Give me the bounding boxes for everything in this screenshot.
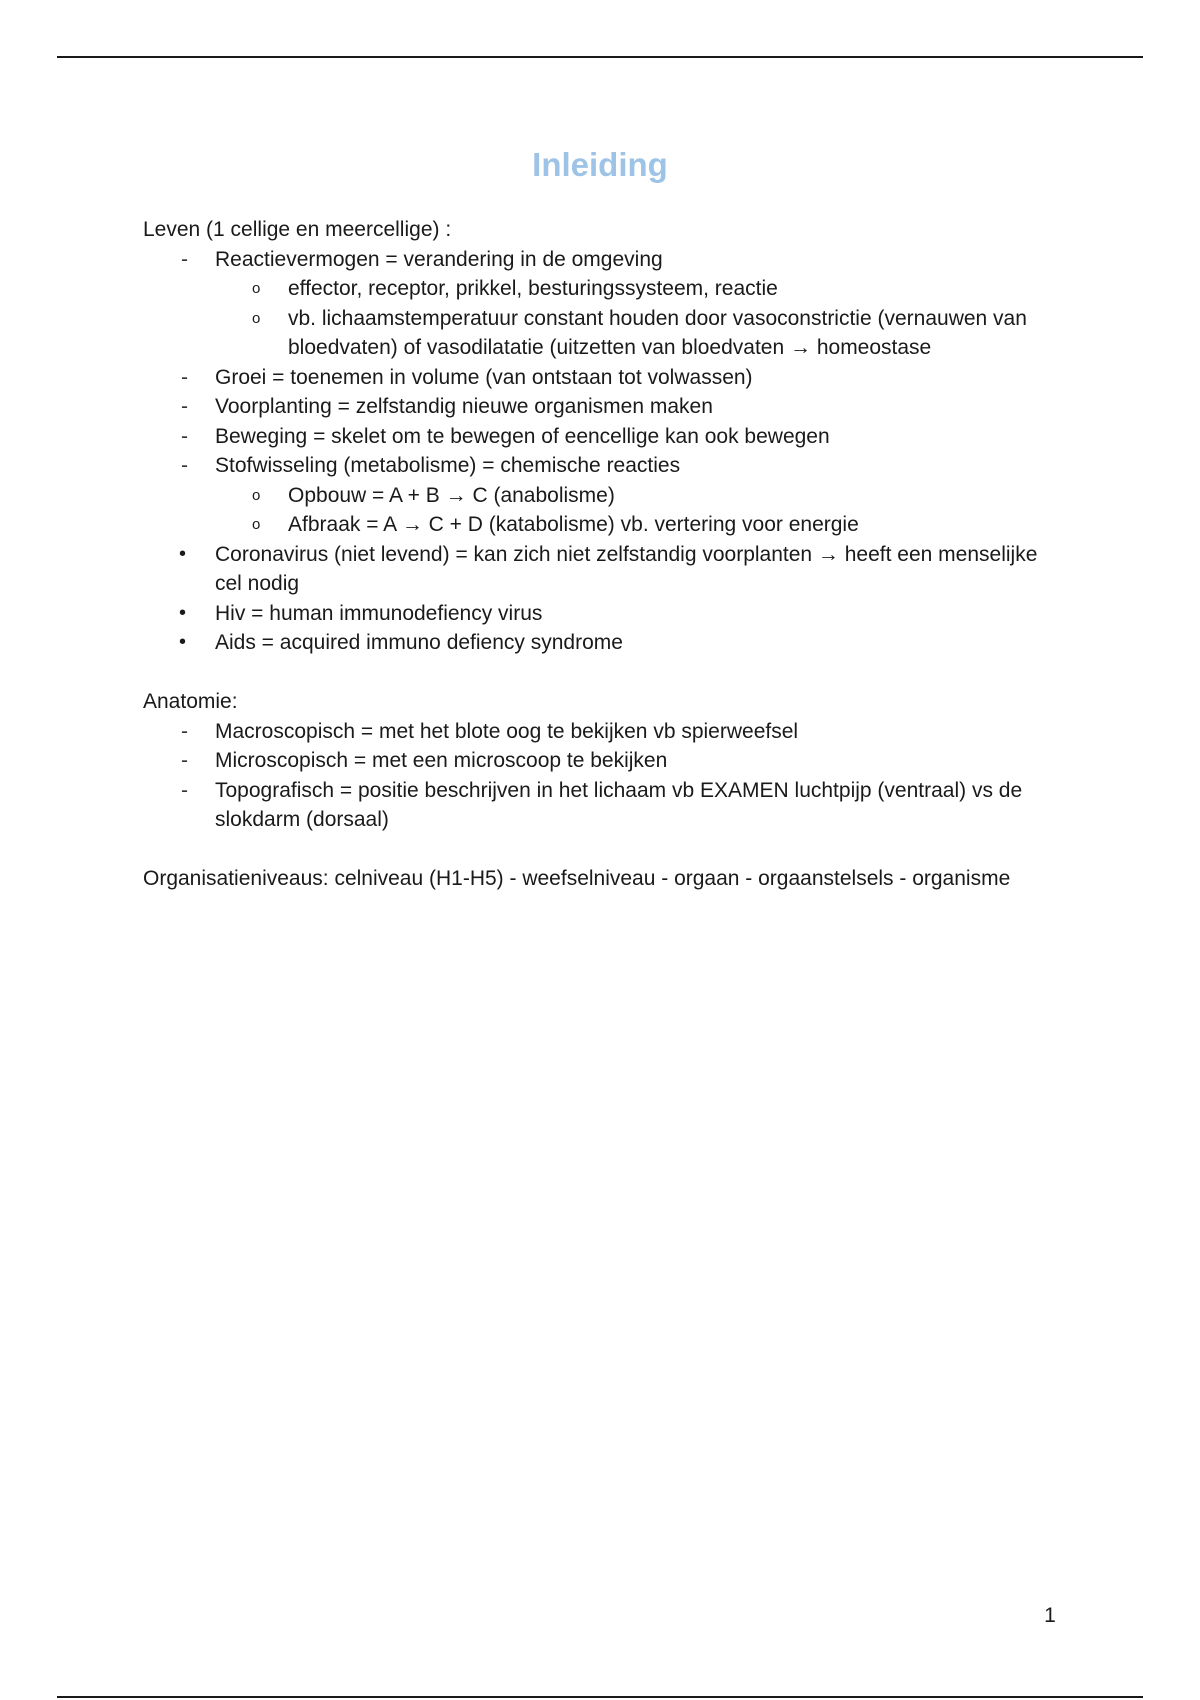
section-heading-anatomie: Anatomie: (143, 690, 238, 713)
dash-marker: - (181, 749, 188, 772)
footer-rule (57, 1696, 1143, 1698)
sub-list-item-text: Afbraak = A → C + D (katabolisme) vb. vertering voor energie (288, 513, 859, 536)
list-item-text: Coronavirus (niet levend) = kan zich niet zelfstandig voorplanten → heeft een menselijke cel nodig (215, 542, 1038, 595)
list-item-text: Macroscopisch = met het blote oog te bekijken vb spierweefsel (215, 719, 799, 743)
list-item (143, 599, 1063, 629)
circle-bullet-marker: o (252, 516, 261, 533)
list-item-text: Stofwisseling (metabolisme) = chemische reacties (215, 454, 681, 477)
section-heading-leven: Leven (1 cellige en meercellige) : (143, 218, 452, 241)
paragraph-spacer (143, 835, 1063, 865)
dash-marker: - (181, 719, 188, 743)
list-item (143, 451, 1063, 481)
list-item (143, 628, 1063, 658)
list-item-text: Groei = toenemen in volume (van ontstaan tot volwassen) (215, 365, 753, 389)
dash-marker: - (181, 395, 188, 418)
list-item (143, 717, 1063, 747)
sub-list-item (143, 274, 1063, 304)
list-item (143, 363, 1063, 393)
document-body (143, 215, 1063, 894)
page-title: Inleiding (532, 146, 668, 183)
dash-marker: - (181, 365, 188, 389)
list-item (143, 776, 1063, 835)
sub-list-item-text: vb. lichaamstemperatuur constant houden door vasoconstrictie (vernauwen van bloedvaten) of vasodilatatie (uitzetten van bloedvaten → homeostase (288, 306, 1027, 359)
circle-bullet-marker: o (252, 280, 261, 297)
organisatieniveaus-paragraph: Organisatieniveaus: celniveau (H1-H5) - weefselniveau - orgaan - orgaanstelsels - organisme (143, 867, 1011, 890)
list-item-text: Aids = acquired immuno defiency syndrome (215, 631, 623, 654)
list-item (143, 245, 1063, 275)
list-item-text: Topografisch = positie beschrijven in het lichaam vb EXAMEN luchtpijp (ventraal) vs de slokdarm (dorsaal) (215, 778, 1023, 831)
bullet-marker: • (179, 601, 187, 624)
bullet-marker: • (179, 631, 187, 653)
sub-list-item-text: Opbouw = A + B → C (anabolisme) (288, 483, 615, 507)
header-rule (57, 56, 1143, 58)
list-item-text: Voorplanting = zelfstandig nieuwe organismen maken (215, 395, 713, 418)
list-item (143, 422, 1063, 452)
list-item-text: Hiv = human immunodefiency virus (215, 601, 543, 625)
list-item (143, 392, 1063, 422)
list-item (143, 746, 1063, 776)
sub-list-item-text: effector, receptor, prikkel, besturingssysteem, reactie (288, 277, 778, 300)
list-item-text: Microscopisch = met een microscoop te bekijken (215, 749, 668, 772)
page-number: 1 (1044, 1604, 1056, 1627)
circle-bullet-marker: o (252, 486, 261, 504)
list-item-text: Reactievermogen = verandering in de omgeving (215, 247, 663, 271)
dash-marker: - (181, 247, 188, 271)
list-item-text: Beweging = skelet om te bewegen of eencellige kan ook bewegen (215, 424, 830, 448)
dash-marker: - (181, 424, 188, 448)
paragraph-spacer (143, 658, 1063, 688)
circle-bullet-marker: o (252, 309, 261, 327)
bullet-marker: • (179, 542, 187, 565)
sub-list-item (143, 510, 1063, 540)
sub-list-item (143, 304, 1063, 363)
sub-list-item (143, 481, 1063, 511)
list-item (143, 540, 1063, 599)
dash-marker: - (181, 454, 188, 477)
dash-marker: - (181, 778, 188, 802)
